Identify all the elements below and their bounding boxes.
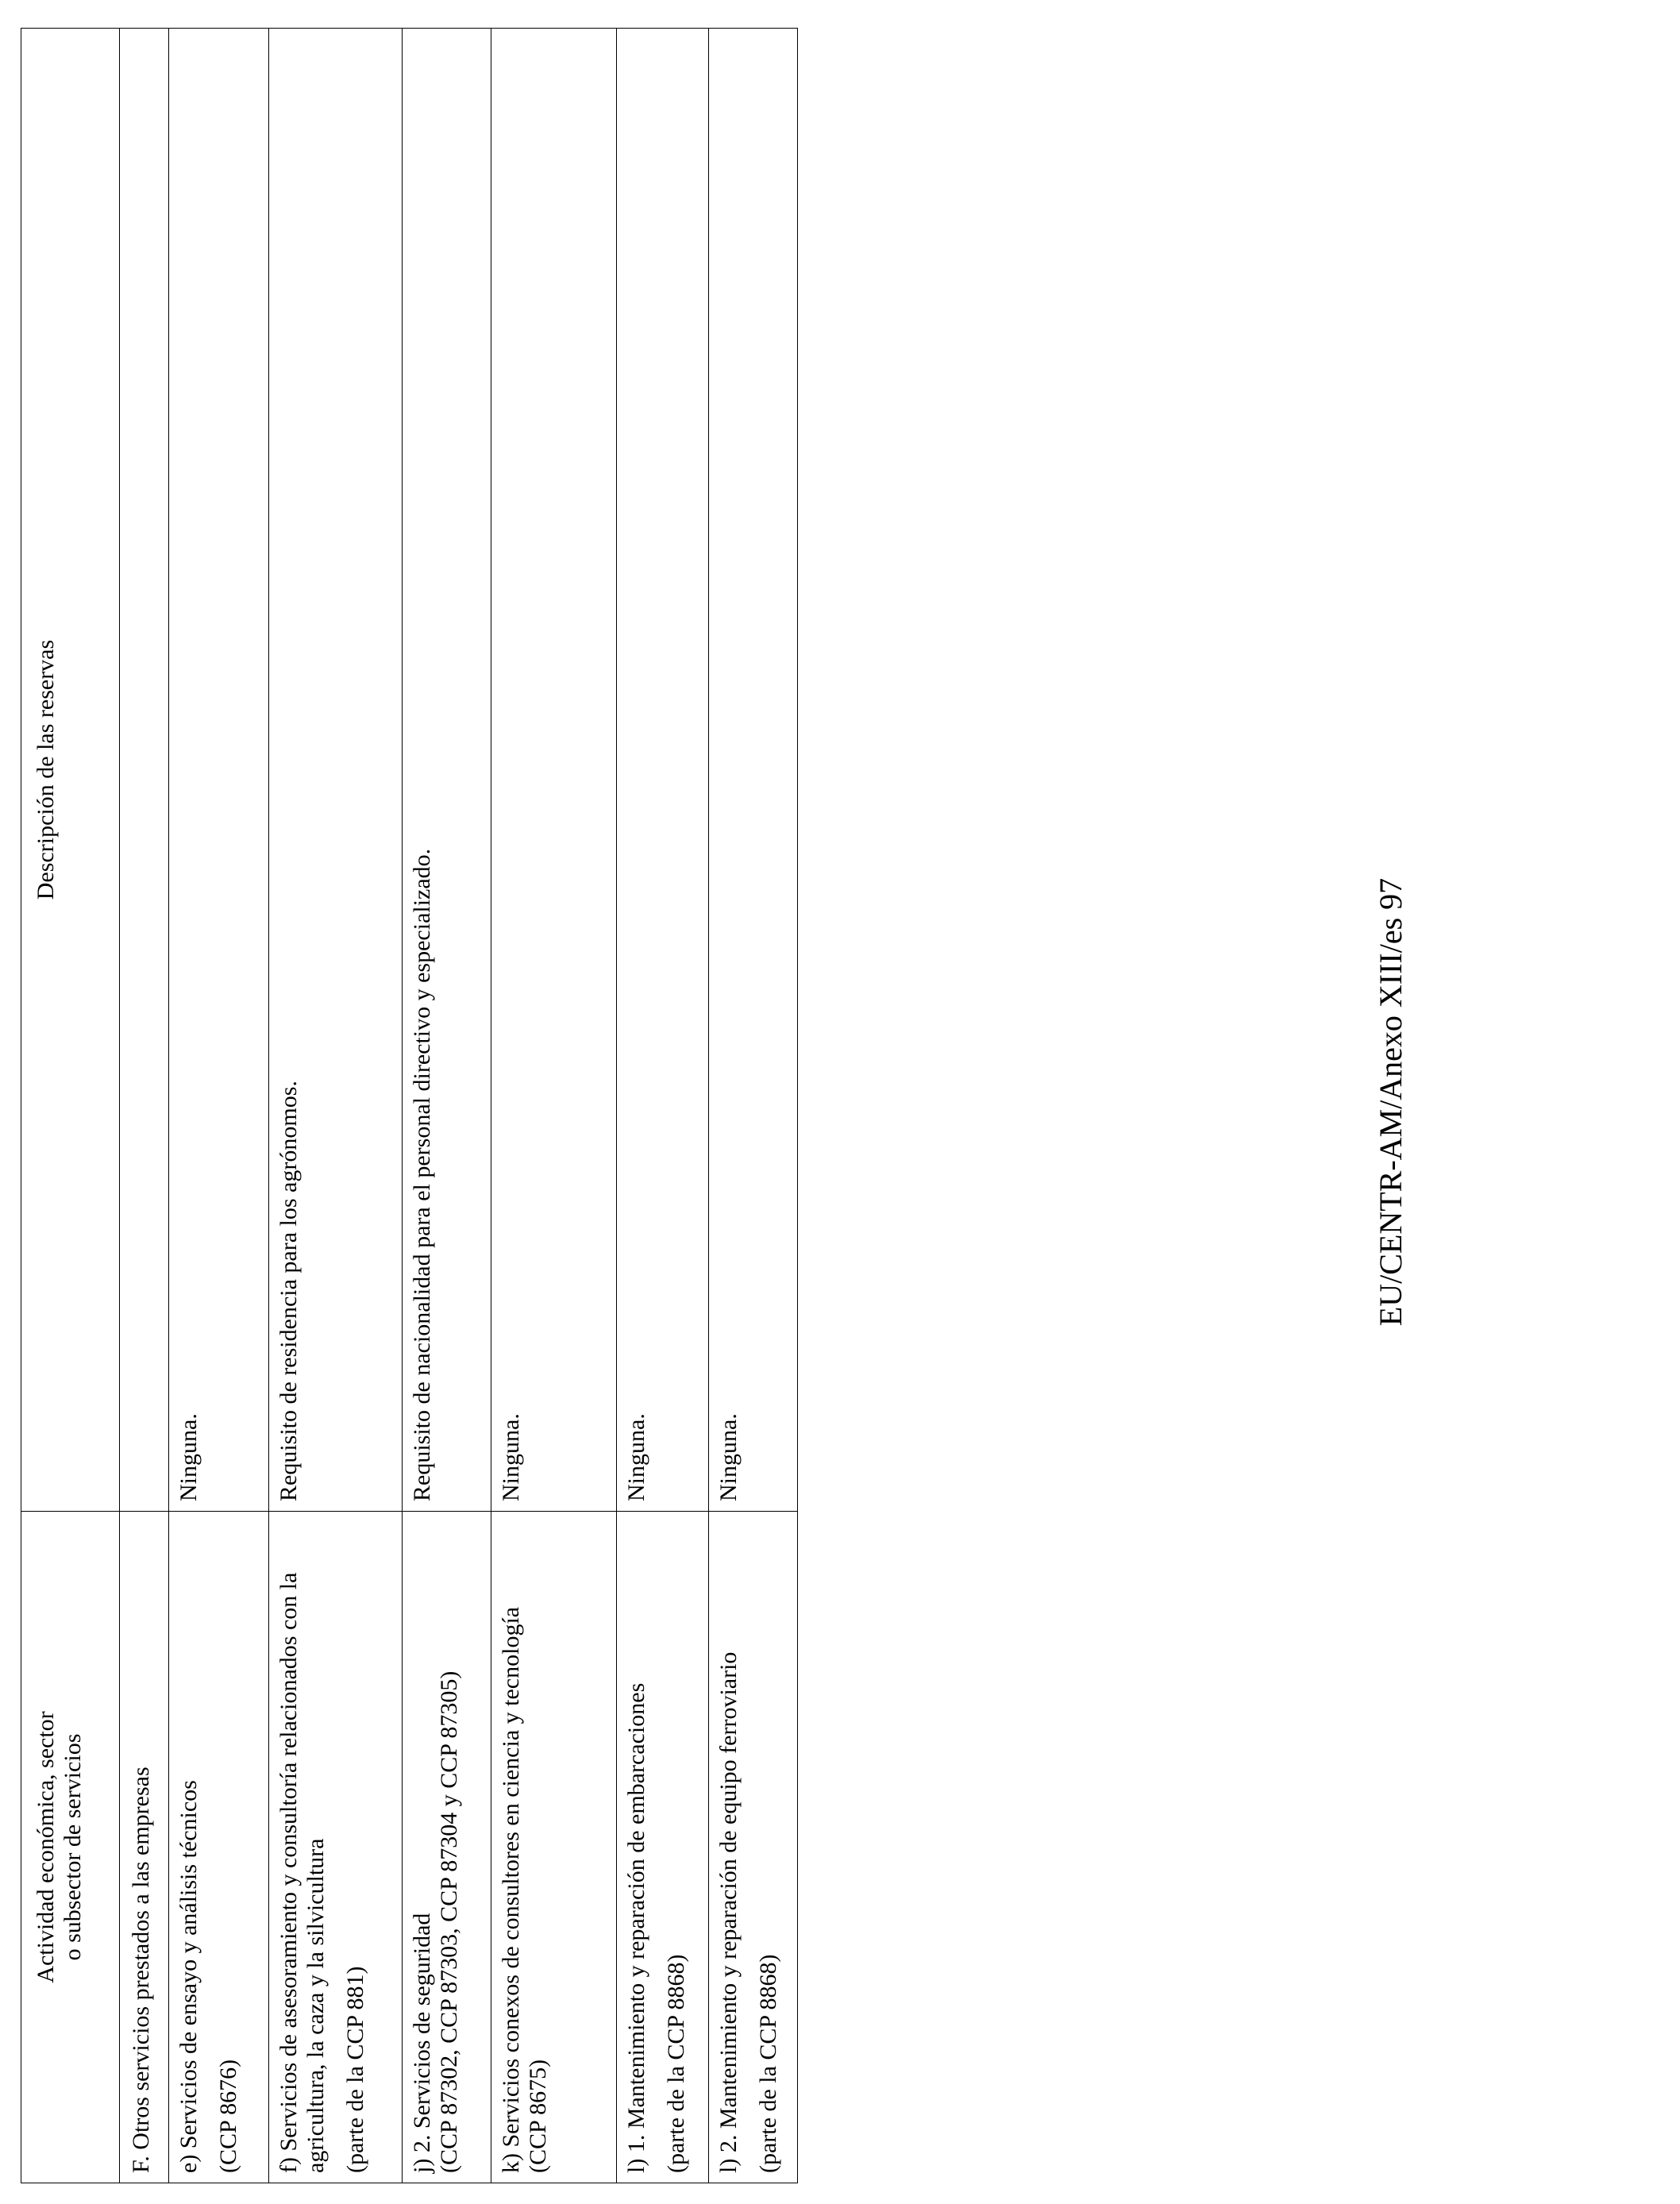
activity-code: (CCP 87302, CCP 87303, CCP 87304 y CCP 87305) xyxy=(436,1670,462,2173)
activity-cell xyxy=(403,1512,491,2183)
activity-cell xyxy=(269,1512,403,2183)
description-cell: Ninguna. xyxy=(491,29,617,1512)
activity-code: (CCP 8676) xyxy=(215,2059,241,2173)
table-row xyxy=(709,29,798,2183)
table-row xyxy=(169,29,269,2183)
table-row xyxy=(269,29,403,2183)
activity-name: e) Servicios de ensayo y análisis técnicos xyxy=(175,1780,202,2173)
activity-code: (parte de la CCP 8868) xyxy=(663,1954,689,2173)
table-row xyxy=(617,29,709,2183)
activity-name: l) 1. Mantenimiento y reparación de embarcaciones xyxy=(623,1682,649,2173)
description-cell: Ninguna. xyxy=(617,29,709,1512)
header-description: Descripción de las reservas xyxy=(21,29,120,1512)
description-cell: Requisito de nacionalidad para el personal directivo y especializado. xyxy=(403,29,491,1512)
activity-cell xyxy=(491,1512,617,2183)
activity-name: j) 2. Servicios de seguridad xyxy=(409,1913,435,2173)
activity-name: l) 2. Mantenimiento y reparación de equipo ferroviario xyxy=(715,1651,742,2173)
description-cell: Ninguna. xyxy=(169,29,269,1512)
activity-code: (CCP 8675) xyxy=(525,2059,551,2173)
table-row xyxy=(403,29,491,2183)
header-activity-line1: Actividad económica, sector xyxy=(33,1711,59,1983)
activity-name: k) Servicios conexos de consultores en ciencia y tecnología xyxy=(498,1606,524,2173)
page-footer: EU/CENTR-AM/Anexo XIII/es 97 xyxy=(1373,877,1408,1327)
reservations-table xyxy=(21,28,798,2183)
table-header-row xyxy=(21,29,120,2183)
section-title: F. Otros servicios prestados a las empresas xyxy=(120,1512,169,2183)
description-cell: Requisito de residencia para los agrónomos. xyxy=(269,29,403,1512)
activity-cell xyxy=(617,1512,709,2183)
section-row xyxy=(120,29,169,2183)
activity-cell xyxy=(169,1512,269,2183)
description-cell: Ninguna. xyxy=(709,29,798,1512)
header-activity xyxy=(21,1512,120,2183)
header-activity-line2: o subsector de servicios xyxy=(60,1733,86,1961)
section-empty-cell xyxy=(120,29,169,1512)
activity-cell xyxy=(709,1512,798,2183)
table-row xyxy=(491,29,617,2183)
activity-code: (parte de la CCP 881) xyxy=(342,1966,368,2173)
activity-code: (parte de la CCP 8868) xyxy=(755,1954,781,2173)
activity-name: f) Servicios de asesoramiento y consultoría relacionados con la agricultura, la caza y la silvicultura xyxy=(276,1572,329,2173)
